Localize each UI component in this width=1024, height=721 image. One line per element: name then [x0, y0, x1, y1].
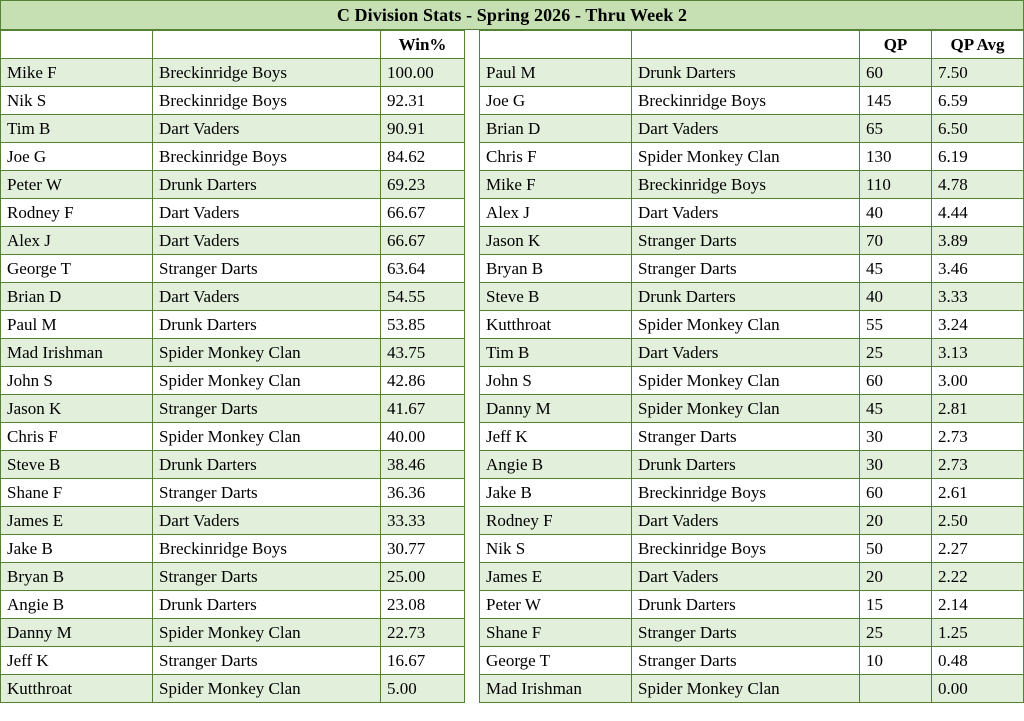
cell-qp-avg: 3.00 [932, 367, 1024, 395]
cell-win-percent: 100.00 [381, 59, 465, 87]
cell-player: Joe G [1, 143, 153, 171]
cell-qp-avg: 0.00 [932, 675, 1024, 703]
cell-qp-avg: 2.22 [932, 563, 1024, 591]
cell-qp-avg: 6.50 [932, 115, 1024, 143]
table-row [480, 311, 1024, 339]
cell-team: Spider Monkey Clan [153, 423, 381, 451]
cell-qp: 60 [860, 367, 932, 395]
cell-qp-avg: 4.44 [932, 199, 1024, 227]
cell-win-percent: 66.67 [381, 199, 465, 227]
cell-player: Rodney F [1, 199, 153, 227]
cell-team: Spider Monkey Clan [632, 395, 860, 423]
cell-player: Shane F [1, 479, 153, 507]
cell-player: Danny M [480, 395, 632, 423]
quality-points-table-head [480, 31, 1024, 59]
cell-qp-avg: 2.27 [932, 535, 1024, 563]
cell-team: Spider Monkey Clan [153, 675, 381, 703]
cell-team: Dart Vaders [153, 507, 381, 535]
cell-qp [860, 675, 932, 703]
cell-team: Stranger Darts [632, 647, 860, 675]
cell-player: Jason K [480, 227, 632, 255]
table-row [480, 675, 1024, 703]
cell-team: Breckinridge Boys [632, 479, 860, 507]
cell-qp: 50 [860, 535, 932, 563]
cell-win-percent: 33.33 [381, 507, 465, 535]
table-row [1, 339, 465, 367]
cell-qp: 145 [860, 87, 932, 115]
cell-team: Breckinridge Boys [632, 87, 860, 115]
table-row [480, 59, 1024, 87]
cell-qp: 60 [860, 479, 932, 507]
cell-team: Spider Monkey Clan [153, 367, 381, 395]
cell-qp-avg: 2.73 [932, 451, 1024, 479]
cell-player: Nik S [480, 535, 632, 563]
cell-team: Drunk Darters [153, 451, 381, 479]
cell-qp-avg: 2.81 [932, 395, 1024, 423]
cell-player: Angie B [1, 591, 153, 619]
table-row [480, 451, 1024, 479]
cell-qp: 70 [860, 227, 932, 255]
cell-win-percent: 36.36 [381, 479, 465, 507]
cell-player: Jason K [1, 395, 153, 423]
cell-qp: 40 [860, 199, 932, 227]
table-row [480, 115, 1024, 143]
cell-player: James E [1, 507, 153, 535]
cell-player: Paul M [480, 59, 632, 87]
table-row [1, 395, 465, 423]
table-row [480, 255, 1024, 283]
table-row [480, 647, 1024, 675]
cell-player: Steve B [1, 451, 153, 479]
table-row [1, 87, 465, 115]
cell-win-percent: 16.67 [381, 647, 465, 675]
cell-player: George T [1, 255, 153, 283]
header-win-percent: Win% [381, 31, 465, 59]
cell-player: Mike F [1, 59, 153, 87]
cell-team: Spider Monkey Clan [632, 311, 860, 339]
cell-qp: 110 [860, 171, 932, 199]
cell-team: Drunk Darters [153, 311, 381, 339]
cell-win-percent: 54.55 [381, 283, 465, 311]
cell-qp: 30 [860, 423, 932, 451]
cell-player: Chris F [480, 143, 632, 171]
cell-qp: 20 [860, 563, 932, 591]
cell-team: Stranger Darts [153, 563, 381, 591]
table-row [480, 591, 1024, 619]
page-title-bar [0, 0, 1024, 30]
cell-player: Nik S [1, 87, 153, 115]
cell-team: Drunk Darters [632, 451, 860, 479]
table-row [1, 143, 465, 171]
cell-win-percent: 22.73 [381, 619, 465, 647]
table-row [480, 423, 1024, 451]
cell-team: Dart Vaders [153, 227, 381, 255]
cell-team: Dart Vaders [153, 115, 381, 143]
cell-qp: 45 [860, 395, 932, 423]
cell-player: Peter W [480, 591, 632, 619]
cell-team: Spider Monkey Clan [632, 675, 860, 703]
cell-player: Brian D [1, 283, 153, 311]
cell-team: Stranger Darts [632, 619, 860, 647]
table-row [480, 507, 1024, 535]
cell-qp-avg: 2.14 [932, 591, 1024, 619]
cell-win-percent: 5.00 [381, 675, 465, 703]
table-row [1, 311, 465, 339]
win-percent-table-head [1, 31, 465, 59]
cell-qp-avg: 3.33 [932, 283, 1024, 311]
table-row [1, 451, 465, 479]
cell-player: Bryan B [1, 563, 153, 591]
cell-player: Jake B [480, 479, 632, 507]
cell-team: Stranger Darts [153, 395, 381, 423]
table-row [1, 423, 465, 451]
cell-qp-avg: 6.59 [932, 87, 1024, 115]
table-row [480, 395, 1024, 423]
cell-qp-avg: 7.50 [932, 59, 1024, 87]
cell-player: Jeff K [1, 647, 153, 675]
table-gap [465, 30, 479, 31]
cell-team: Dart Vaders [632, 507, 860, 535]
table-row [480, 563, 1024, 591]
cell-win-percent: 40.00 [381, 423, 465, 451]
win-percent-table-body [1, 59, 465, 703]
cell-win-percent: 42.86 [381, 367, 465, 395]
cell-win-percent: 66.67 [381, 227, 465, 255]
table-row [480, 143, 1024, 171]
cell-qp: 60 [860, 59, 932, 87]
quality-points-table [479, 30, 1024, 703]
win-percent-table [0, 30, 465, 703]
cell-player: James E [480, 563, 632, 591]
table-row [480, 199, 1024, 227]
cell-qp: 45 [860, 255, 932, 283]
cell-qp-avg: 4.78 [932, 171, 1024, 199]
table-row [1, 367, 465, 395]
cell-player: Shane F [480, 619, 632, 647]
header-qp-avg: QP Avg [932, 31, 1024, 59]
table-row [1, 507, 465, 535]
table-row [1, 283, 465, 311]
cell-qp: 15 [860, 591, 932, 619]
cell-team: Stranger Darts [153, 647, 381, 675]
table-row [1, 591, 465, 619]
cell-qp-avg: 1.25 [932, 619, 1024, 647]
quality-points-table-body [480, 59, 1024, 703]
cell-team: Drunk Darters [632, 59, 860, 87]
header-player [480, 31, 632, 59]
cell-player: Rodney F [480, 507, 632, 535]
table-row [480, 535, 1024, 563]
cell-win-percent: 69.23 [381, 171, 465, 199]
cell-player: Mad Irishman [1, 339, 153, 367]
cell-team: Dart Vaders [153, 283, 381, 311]
cell-player: Angie B [480, 451, 632, 479]
cell-team: Drunk Darters [153, 171, 381, 199]
table-row [1, 199, 465, 227]
cell-team: Stranger Darts [632, 255, 860, 283]
header-player [1, 31, 153, 59]
cell-player: Kutthroat [1, 675, 153, 703]
cell-player: Bryan B [480, 255, 632, 283]
cell-qp-avg: 0.48 [932, 647, 1024, 675]
cell-qp-avg: 3.46 [932, 255, 1024, 283]
cell-team: Dart Vaders [632, 563, 860, 591]
cell-player: John S [1, 367, 153, 395]
cell-player: Joe G [480, 87, 632, 115]
cell-team: Dart Vaders [153, 199, 381, 227]
cell-team: Dart Vaders [632, 339, 860, 367]
table-row [480, 87, 1024, 115]
cell-team: Drunk Darters [153, 591, 381, 619]
cell-player: John S [480, 367, 632, 395]
cell-qp: 130 [860, 143, 932, 171]
cell-qp-avg: 2.50 [932, 507, 1024, 535]
cell-qp: 10 [860, 647, 932, 675]
cell-player: Alex J [480, 199, 632, 227]
cell-player: Steve B [480, 283, 632, 311]
cell-qp: 30 [860, 451, 932, 479]
table-row [1, 227, 465, 255]
header-team [632, 31, 860, 59]
cell-qp: 65 [860, 115, 932, 143]
cell-team: Spider Monkey Clan [153, 339, 381, 367]
cell-team: Breckinridge Boys [632, 535, 860, 563]
cell-team: Drunk Darters [632, 591, 860, 619]
table-header-row [480, 31, 1024, 59]
cell-win-percent: 25.00 [381, 563, 465, 591]
cell-qp: 25 [860, 619, 932, 647]
cell-team: Breckinridge Boys [153, 59, 381, 87]
header-team [153, 31, 381, 59]
page-title: C Division Stats - Spring 2026 - Thru Week 2 [336, 4, 688, 25]
table-header-row [1, 31, 465, 59]
cell-win-percent: 92.31 [381, 87, 465, 115]
cell-team: Drunk Darters [632, 283, 860, 311]
cell-player: George T [480, 647, 632, 675]
cell-win-percent: 30.77 [381, 535, 465, 563]
table-row [1, 647, 465, 675]
table-row [1, 619, 465, 647]
cell-team: Stranger Darts [632, 227, 860, 255]
cell-qp-avg: 2.61 [932, 479, 1024, 507]
cell-player: Peter W [1, 171, 153, 199]
cell-player: Tim B [1, 115, 153, 143]
cell-team: Spider Monkey Clan [153, 619, 381, 647]
cell-player: Kutthroat [480, 311, 632, 339]
cell-team: Stranger Darts [153, 255, 381, 283]
table-row [480, 479, 1024, 507]
cell-win-percent: 38.46 [381, 451, 465, 479]
cell-team: Dart Vaders [632, 115, 860, 143]
cell-qp: 25 [860, 339, 932, 367]
cell-player: Paul M [1, 311, 153, 339]
cell-team: Spider Monkey Clan [632, 367, 860, 395]
table-row [480, 227, 1024, 255]
cell-qp-avg: 6.19 [932, 143, 1024, 171]
cell-team: Stranger Darts [632, 423, 860, 451]
table-row [1, 115, 465, 143]
table-row [1, 171, 465, 199]
cell-qp: 20 [860, 507, 932, 535]
cell-team: Breckinridge Boys [153, 143, 381, 171]
cell-win-percent: 53.85 [381, 311, 465, 339]
cell-win-percent: 63.64 [381, 255, 465, 283]
table-row [1, 535, 465, 563]
header-qp: QP [860, 31, 932, 59]
cell-qp: 55 [860, 311, 932, 339]
cell-qp-avg: 3.89 [932, 227, 1024, 255]
cell-player: Mike F [480, 171, 632, 199]
cell-win-percent: 84.62 [381, 143, 465, 171]
cell-team: Stranger Darts [153, 479, 381, 507]
cell-player: Jeff K [480, 423, 632, 451]
cell-qp-avg: 2.73 [932, 423, 1024, 451]
table-row [1, 59, 465, 87]
table-row [1, 255, 465, 283]
table-row [480, 619, 1024, 647]
cell-team: Dart Vaders [632, 199, 860, 227]
cell-player: Chris F [1, 423, 153, 451]
table-row [480, 339, 1024, 367]
cell-team: Spider Monkey Clan [632, 143, 860, 171]
cell-team: Breckinridge Boys [153, 87, 381, 115]
table-row [480, 367, 1024, 395]
cell-player: Alex J [1, 227, 153, 255]
table-row [1, 675, 465, 703]
cell-player: Tim B [480, 339, 632, 367]
cell-win-percent: 43.75 [381, 339, 465, 367]
tables-container [0, 30, 1024, 703]
cell-player: Danny M [1, 619, 153, 647]
table-row [480, 283, 1024, 311]
cell-qp-avg: 3.13 [932, 339, 1024, 367]
cell-win-percent: 23.08 [381, 591, 465, 619]
cell-team: Breckinridge Boys [153, 535, 381, 563]
table-row [480, 171, 1024, 199]
cell-win-percent: 41.67 [381, 395, 465, 423]
cell-player: Jake B [1, 535, 153, 563]
cell-qp: 40 [860, 283, 932, 311]
table-row [1, 563, 465, 591]
cell-qp-avg: 3.24 [932, 311, 1024, 339]
cell-win-percent: 90.91 [381, 115, 465, 143]
cell-team: Breckinridge Boys [632, 171, 860, 199]
table-row [1, 479, 465, 507]
cell-player: Brian D [480, 115, 632, 143]
cell-player: Mad Irishman [480, 675, 632, 703]
